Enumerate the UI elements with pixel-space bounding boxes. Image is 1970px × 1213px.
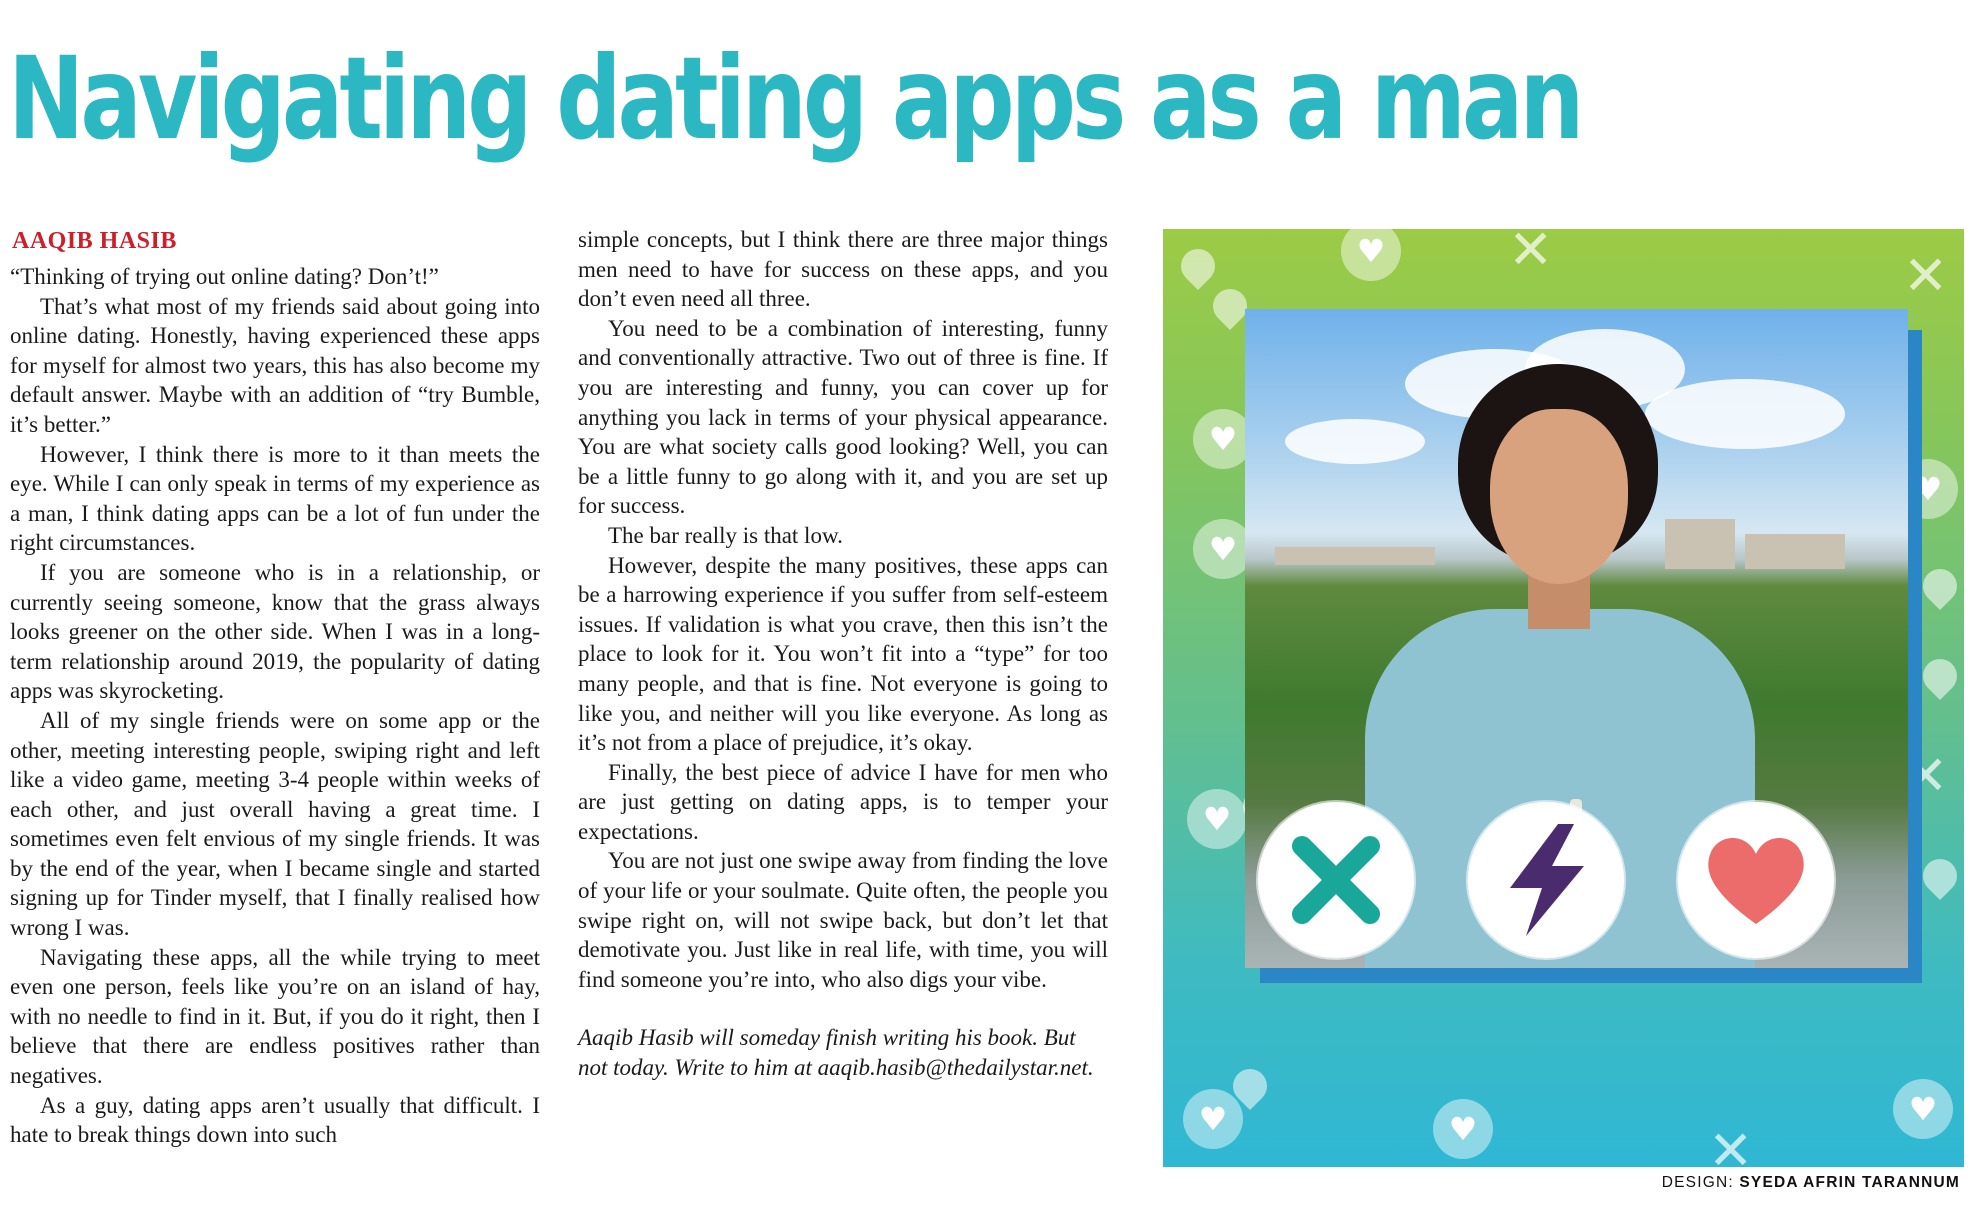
dating-app-illustration: [1163, 229, 1964, 1167]
author-bio: Aaqib Hasib will someday finish writing his book. But not today. Write to him at aaqib.hasib@thedailystar.net.: [578, 1025, 1094, 1081]
paragraph: simple concepts, but I think there are three major things men need to have for success on these apps, and you don’t even need all three.: [578, 227, 1108, 312]
flame-icon: [1916, 852, 1964, 900]
article-column-2: [578, 225, 1108, 1083]
lightning-icon: [1496, 820, 1596, 940]
paragraph: “Thinking of trying out online dating? Don’t!”: [10, 264, 439, 289]
heart-icon: [1187, 789, 1247, 849]
heart-icon: [1893, 1079, 1953, 1139]
heart-icon: [1341, 229, 1401, 281]
flame-icon: [1916, 562, 1964, 610]
credit-name: SYEDA AFRIN TARANNUM: [1739, 1174, 1960, 1191]
close-icon: [1708, 1124, 1753, 1167]
paragraph: Finally, the best piece of advice I have for men who are just getting on dating apps, is to temper your expectations.: [578, 759, 1108, 844]
article-column-1: [10, 262, 540, 1150]
like-button: [1678, 802, 1834, 958]
heart-icon: [1193, 409, 1253, 469]
paragraph: If you are someone who is in a relationship, or currently seeing someone, know that the grass always looks greener on the other side. When I was in a long-term relationship around 2019, the popularity of dating apps was skyrocketing.: [10, 559, 540, 704]
paragraph: Navigating these apps, all the while trying to meet even one person, feels like you’re on an island of hay, with no needle to find in it. But, if you do it right, then I believe that there are endless positives rather than negatives.: [10, 944, 540, 1089]
design-credit: [1662, 1174, 1960, 1192]
paragraph: However, I think there is more to it than meets the eye. While I can only speak in terms of my experience as a man, I think dating apps can be a lot of fun under the right circumstances.: [10, 441, 540, 556]
reject-button: [1258, 802, 1414, 958]
paragraph: As a guy, dating apps aren’t usually that difficult. I hate to break things down into such: [10, 1092, 540, 1148]
flame-icon: [1174, 242, 1222, 290]
close-icon: [1286, 830, 1386, 930]
flame-icon: [1916, 652, 1964, 700]
paragraph: You need to be a combination of interesting, funny and conventionally attractive. Two out of three is fine. If you are interesting and funny, you can cover up for anything you lack in terms of your physical appearance. You are what society calls good looking? Well, you can be a little funny to go along with it, and you are set up for success.: [578, 315, 1108, 519]
credit-label: DESIGN:: [1661, 1174, 1734, 1191]
headline: Navigating dating apps as a man: [8, 32, 1581, 165]
close-icon: [1903, 249, 1948, 303]
paragraph: The bar really is that low.: [608, 522, 843, 548]
paragraph: You are not just one swipe away from finding the love of your life or your soulmate. Quite often, the people you swipe right on, will not swipe back, but don’t let that demotivate you. Just like in real life, with time, you will find someone you’re into, who also digs your vibe.: [578, 848, 1108, 992]
heart-icon: [1193, 519, 1253, 579]
byline: AAQIB HASIB: [12, 228, 177, 254]
paragraph: All of my single friends were on some app or the other, meeting interesting people, swiping right and left like a video game, meeting 3-4 people within weeks of each other, and just overall having a great time. I sometimes even felt envious of my single friends. It was by the end of the year, when I became single and started signing up for Tinder myself, that I finally realised how wrong I was.: [10, 707, 540, 941]
paragraph: However, despite the many positives, these apps can be a harrowing experience if you suffer from self-esteem issues. If validation is what you crave, then this isn’t the place to look for it. You won’t fit into a “type” for too many people, and that is fine. Not everyone is going to like you, and neither will you like everyone. As long as it’s not from a place of prejudice, it’s okay.: [578, 552, 1108, 756]
heart-icon: [1433, 1099, 1493, 1159]
heart-icon: [1183, 1089, 1243, 1149]
close-icon: [1508, 229, 1553, 277]
person-face: [1490, 409, 1628, 584]
boost-button: [1468, 802, 1624, 958]
paragraph: That’s what most of my friends said about going into online dating. Honestly, having experienced these apps for myself for almost two years, this has also become my default answer. Maybe with an addition of “try Bumble, it’s better.”: [10, 293, 540, 437]
heart-icon: [1701, 830, 1811, 930]
